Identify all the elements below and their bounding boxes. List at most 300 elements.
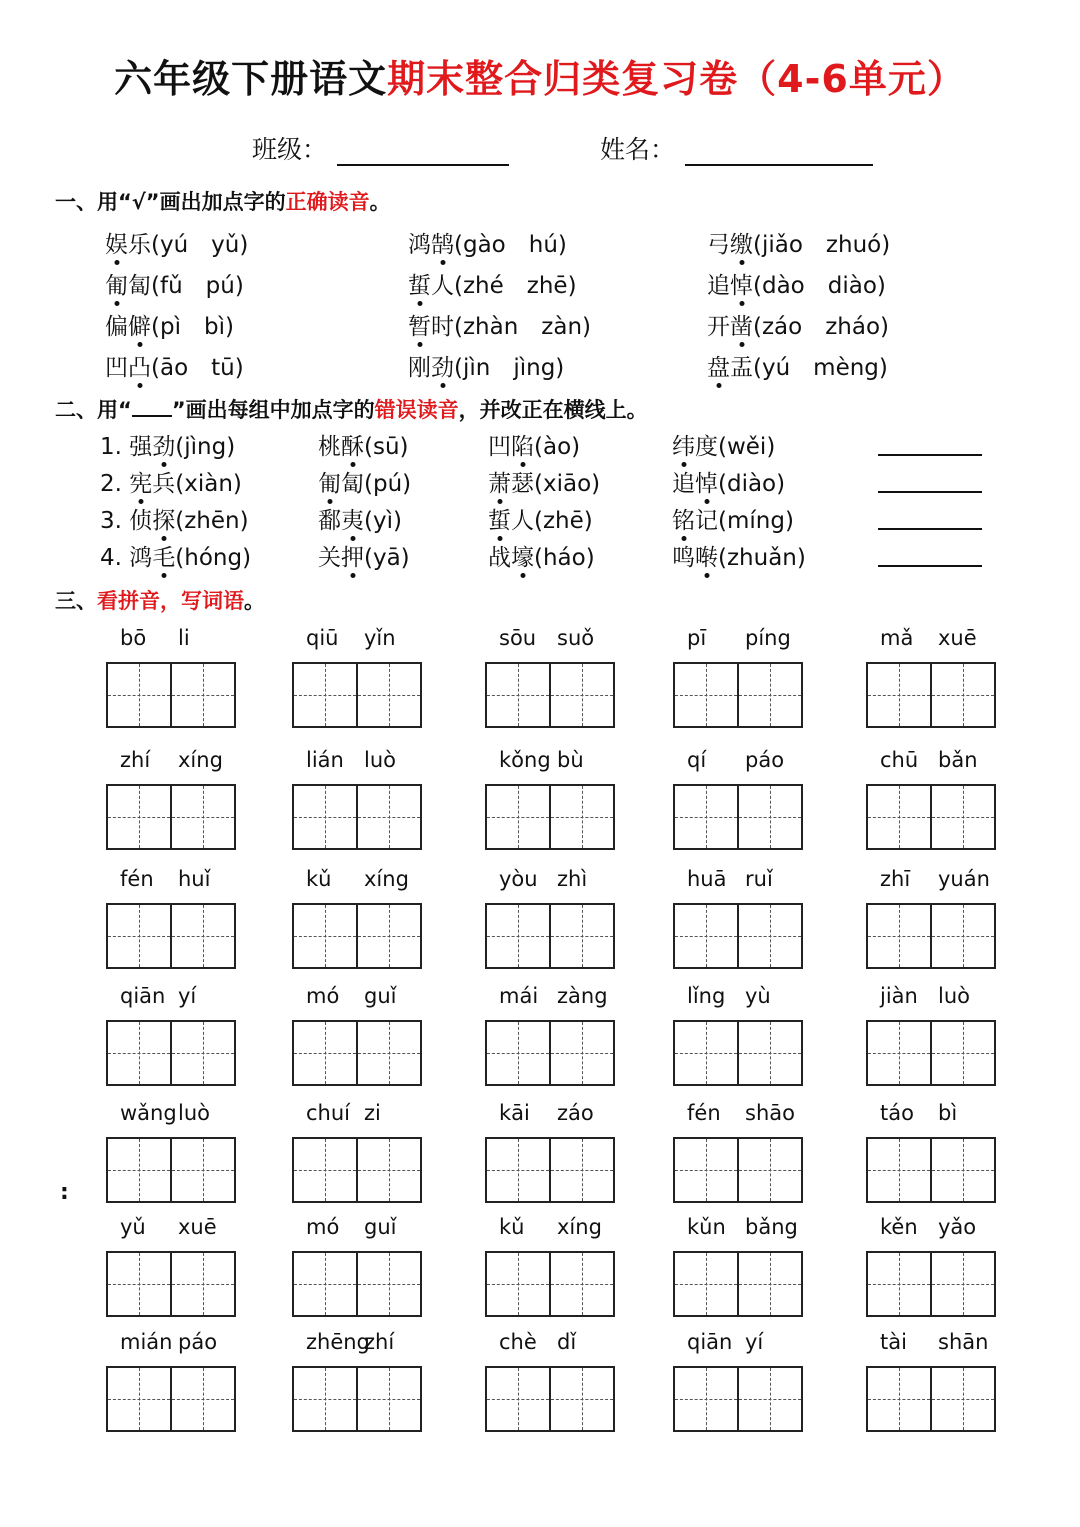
section-2-title-end: ，并改正在横线上。 xyxy=(458,398,648,422)
item-reading: 瑟(xiāo) xyxy=(511,471,601,497)
tianzige-cell[interactable] xyxy=(930,905,994,967)
tianzige-box[interactable] xyxy=(106,662,236,728)
dotted-char: 萧 xyxy=(488,465,511,498)
dotted-char: 宪 xyxy=(129,465,152,498)
correction-item xyxy=(672,428,775,461)
pinyin-syllable: mó xyxy=(306,984,340,1008)
tianzige-cell[interactable] xyxy=(356,1139,420,1201)
reading-item xyxy=(408,308,591,341)
item-reading: 时(zhàn zàn) xyxy=(431,314,592,340)
tianzige-box[interactable] xyxy=(866,1137,996,1203)
item-reading: (diào) xyxy=(718,471,786,497)
tianzige-cell[interactable] xyxy=(170,664,234,726)
pinyin-syllable: zhēng xyxy=(306,1330,370,1354)
item-reading: (gào hú) xyxy=(454,232,567,258)
tianzige-box[interactable] xyxy=(866,1251,996,1317)
tianzige-cell[interactable] xyxy=(549,905,613,967)
pinyin-syllable: yù xyxy=(745,984,771,1008)
item-reading: (jìng) xyxy=(175,434,236,460)
class-field[interactable] xyxy=(252,130,509,166)
pinyin-syllable: yí xyxy=(178,984,197,1008)
item-reading: (zhēn) xyxy=(175,508,249,534)
item-reading: (sū) xyxy=(364,434,409,460)
tianzige-cell[interactable] xyxy=(487,1139,549,1201)
dotted-char: 蜇 xyxy=(488,502,511,535)
answer-line[interactable] xyxy=(878,528,982,530)
correction-item xyxy=(318,428,409,461)
correction-item xyxy=(672,502,794,535)
item-reading: (záo zháo) xyxy=(753,314,890,340)
pinyin-syllable: yuán xyxy=(938,867,990,891)
reading-item xyxy=(707,349,888,382)
tianzige-cell[interactable] xyxy=(737,1022,801,1084)
tianzige-box[interactable] xyxy=(106,1137,236,1203)
tianzige-cell[interactable] xyxy=(294,905,356,967)
dotted-char: 悼 xyxy=(730,267,753,300)
correction-item xyxy=(318,502,402,535)
item-reading: 兵(xiàn) xyxy=(152,471,242,497)
item-reading: (jiǎo zhuó) xyxy=(753,232,891,258)
pinyin-syllable: kěn xyxy=(880,1215,918,1239)
underline-sample xyxy=(132,399,172,417)
pinyin-syllable: záo xyxy=(557,1101,594,1125)
tianzige-cell[interactable] xyxy=(170,1253,234,1315)
pinyin-syllable: xíng xyxy=(364,867,409,891)
tianzige-cell[interactable] xyxy=(549,1368,613,1430)
dotted-char: 鹄 xyxy=(431,226,454,259)
item-reading: (pì bì) xyxy=(151,314,234,340)
item-prefix: 2. xyxy=(100,471,130,497)
tianzige-cell[interactable] xyxy=(487,1022,549,1084)
pinyin-syllable: bì xyxy=(938,1101,958,1125)
pinyin-syllable: páo xyxy=(178,1330,218,1354)
pinyin-syllable: zhí xyxy=(364,1330,395,1354)
tianzige-box[interactable] xyxy=(292,1137,422,1203)
reading-item xyxy=(105,349,244,382)
item-prefix: 追 xyxy=(707,273,730,299)
pinyin-syllable: ruǐ xyxy=(745,867,773,891)
margin-mark: : xyxy=(60,1180,69,1205)
tianzige-cell[interactable] xyxy=(294,786,356,848)
tianzige-cell[interactable] xyxy=(737,786,801,848)
tianzige-cell[interactable] xyxy=(356,1368,420,1430)
tianzige-box[interactable] xyxy=(485,1366,615,1432)
pinyin-syllable: qiū xyxy=(306,626,339,650)
tianzige-cell[interactable] xyxy=(675,905,737,967)
item-prefix: 鄱 xyxy=(318,508,341,534)
pinyin-syllable: mǎ xyxy=(880,626,914,650)
item-prefix: 刚 xyxy=(408,355,431,381)
dotted-char: 铭 xyxy=(672,502,695,535)
pinyin-syllable: zàng xyxy=(557,984,608,1008)
tianzige-box[interactable] xyxy=(866,784,996,850)
item-prefix: 凹 xyxy=(105,355,128,381)
item-reading: 人(zhē) xyxy=(511,508,593,534)
pinyin-syllable: kǔn xyxy=(687,1215,726,1239)
section-2-title xyxy=(55,394,648,424)
item-reading: 匐(pú) xyxy=(341,471,412,497)
item-prefix: 鸣 xyxy=(672,545,695,571)
item-prefix: 战 xyxy=(488,545,511,571)
tianzige-cell[interactable] xyxy=(549,786,613,848)
tianzige-cell[interactable] xyxy=(675,1368,737,1430)
pinyin-syllable: guǐ xyxy=(364,1215,397,1239)
reading-item xyxy=(105,226,248,259)
tianzige-box[interactable] xyxy=(673,662,803,728)
pinyin-syllable: zhī xyxy=(880,867,911,891)
item-prefix: 弓 xyxy=(707,232,730,258)
pinyin-syllable: jiàn xyxy=(880,984,918,1008)
pinyin-syllable: tài xyxy=(880,1330,907,1354)
tianzige-cell[interactable] xyxy=(294,1368,356,1430)
pinyin-syllable: kǒng xyxy=(499,748,551,772)
item-reading: (háo) xyxy=(534,545,595,571)
dotted-char: 匍 xyxy=(318,465,341,498)
tianzige-cell[interactable] xyxy=(930,1253,994,1315)
dotted-char: 盘 xyxy=(707,349,730,382)
pinyin-syllable: li xyxy=(178,626,190,650)
tianzige-cell[interactable] xyxy=(487,905,549,967)
tianzige-cell[interactable] xyxy=(170,1139,234,1201)
pinyin-syllable: luò xyxy=(938,984,970,1008)
correction-item xyxy=(488,539,595,572)
tianzige-box[interactable] xyxy=(866,1020,996,1086)
item-reading: 度(wěi) xyxy=(695,434,776,460)
dotted-char: 凿 xyxy=(730,308,753,341)
section-2-title-highlight: 错误读音 xyxy=(374,398,459,422)
pinyin-syllable: bō xyxy=(120,626,147,650)
tianzige-box[interactable] xyxy=(292,1251,422,1317)
tianzige-box[interactable] xyxy=(866,1366,996,1432)
tianzige-cell[interactable] xyxy=(930,786,994,848)
section-1-title-end: 。 xyxy=(369,190,391,214)
pinyin-syllable: zhì xyxy=(557,867,588,891)
item-reading: 匐(fǔ pú) xyxy=(128,273,244,299)
tianzige-box[interactable] xyxy=(106,903,236,969)
pinyin-syllable: sōu xyxy=(499,626,537,650)
tianzige-cell[interactable] xyxy=(356,905,420,967)
tianzige-box[interactable] xyxy=(673,1020,803,1086)
tianzige-cell[interactable] xyxy=(356,786,420,848)
tianzige-box[interactable] xyxy=(673,784,803,850)
pinyin-syllable: chè xyxy=(499,1330,537,1354)
pinyin-syllable: mái xyxy=(499,984,539,1008)
section-3-title-text: 三、 xyxy=(55,589,97,613)
item-reading: (jìn jìng) xyxy=(454,355,565,381)
correction-item xyxy=(672,465,785,498)
dotted-char: 劲 xyxy=(431,349,454,382)
correction-item xyxy=(318,465,411,498)
tianzige-box[interactable] xyxy=(292,1020,422,1086)
correction-item xyxy=(488,428,580,461)
dotted-char: 壕 xyxy=(511,539,534,572)
tianzige-cell[interactable] xyxy=(868,905,930,967)
title-red: 期末整合归类复习卷（4-6单元） xyxy=(387,57,966,101)
dotted-char: 毛 xyxy=(152,539,175,572)
tianzige-cell[interactable] xyxy=(108,1368,170,1430)
dotted-char: 啭 xyxy=(695,539,718,572)
correction-item xyxy=(100,428,235,461)
tianzige-box[interactable] xyxy=(866,662,996,728)
tianzige-box[interactable] xyxy=(673,1366,803,1432)
pinyin-syllable: bǎn xyxy=(938,748,978,772)
dotted-char: 陷 xyxy=(511,428,534,461)
tianzige-box[interactable] xyxy=(106,784,236,850)
tianzige-cell[interactable] xyxy=(868,1022,930,1084)
pinyin-syllable: xuē xyxy=(938,626,977,650)
dotted-char: 酥 xyxy=(341,428,364,461)
tianzige-cell[interactable] xyxy=(108,664,170,726)
tianzige-cell[interactable] xyxy=(294,1022,356,1084)
reading-item xyxy=(105,308,234,341)
pinyin-syllable: xuē xyxy=(178,1215,217,1239)
dotted-char: 探 xyxy=(152,502,175,535)
pinyin-syllable: yǐn xyxy=(364,626,396,650)
reading-item xyxy=(707,308,889,341)
tianzige-cell[interactable] xyxy=(549,664,613,726)
tianzige-cell[interactable] xyxy=(294,1253,356,1315)
pinyin-syllable: luò xyxy=(364,748,396,772)
item-reading: (āo tū) xyxy=(151,355,244,381)
pinyin-syllable: qiān xyxy=(687,1330,733,1354)
pinyin-syllable: chuí xyxy=(306,1101,350,1125)
pinyin-syllable: huǐ xyxy=(178,867,211,891)
item-reading: 乐(yú yǔ) xyxy=(128,232,249,258)
dotted-char: 缴 xyxy=(730,226,753,259)
tianzige-box[interactable] xyxy=(106,1251,236,1317)
tianzige-cell[interactable] xyxy=(737,1139,801,1201)
tianzige-cell[interactable] xyxy=(294,1139,356,1201)
pinyin-syllable: táo xyxy=(880,1101,914,1125)
pinyin-syllable: shāo xyxy=(745,1101,795,1125)
answer-line[interactable] xyxy=(878,565,982,567)
pinyin-syllable: mián xyxy=(120,1330,173,1354)
tianzige-cell[interactable] xyxy=(170,905,234,967)
tianzige-cell[interactable] xyxy=(868,786,930,848)
correction-item xyxy=(100,502,249,535)
tianzige-box[interactable] xyxy=(292,662,422,728)
tianzige-cell[interactable] xyxy=(930,1022,994,1084)
answer-line[interactable] xyxy=(878,491,982,493)
tianzige-cell[interactable] xyxy=(487,786,549,848)
pinyin-syllable: kāi xyxy=(499,1101,530,1125)
section-2-title-text: 二、用“ xyxy=(55,398,132,422)
tianzige-cell[interactable] xyxy=(108,1253,170,1315)
tianzige-cell[interactable] xyxy=(930,1368,994,1430)
tianzige-cell[interactable] xyxy=(356,1253,420,1315)
pinyin-syllable: qí xyxy=(687,748,707,772)
pinyin-syllable: kǔ xyxy=(306,867,332,891)
pinyin-syllable: suǒ xyxy=(557,626,595,650)
tianzige-cell[interactable] xyxy=(170,786,234,848)
tianzige-cell[interactable] xyxy=(737,664,801,726)
item-reading: (dào diào) xyxy=(753,273,886,299)
section-3-title-end: 。 xyxy=(244,589,265,613)
pinyin-syllable: mó xyxy=(306,1215,340,1239)
pinyin-syllable: lǐng xyxy=(687,984,726,1008)
tianzige-cell[interactable] xyxy=(549,1139,613,1201)
correction-item xyxy=(100,465,242,498)
tianzige-cell[interactable] xyxy=(868,1139,930,1201)
reading-item xyxy=(707,226,890,259)
tianzige-box[interactable] xyxy=(292,784,422,850)
dotted-char: 僻 xyxy=(128,308,151,341)
tianzige-box[interactable] xyxy=(673,903,803,969)
tianzige-box[interactable] xyxy=(485,784,615,850)
dotted-char: 匍 xyxy=(105,267,128,300)
tianzige-cell[interactable] xyxy=(737,905,801,967)
pinyin-syllable: kǔ xyxy=(499,1215,525,1239)
name-blank-line[interactable] xyxy=(685,138,873,166)
reading-item xyxy=(408,267,577,300)
name-field[interactable] xyxy=(600,130,873,166)
tianzige-box[interactable] xyxy=(485,1137,615,1203)
tianzige-cell[interactable] xyxy=(675,1253,737,1315)
dotted-char: 悼 xyxy=(695,465,718,498)
tianzige-cell[interactable] xyxy=(294,664,356,726)
item-reading: 盂(yú mèng) xyxy=(730,355,888,381)
item-prefix: 追 xyxy=(672,471,695,497)
tianzige-cell[interactable] xyxy=(108,786,170,848)
reading-item xyxy=(707,267,886,300)
dotted-char: 暂 xyxy=(408,308,431,341)
tianzige-cell[interactable] xyxy=(356,664,420,726)
pinyin-syllable: xíng xyxy=(178,748,223,772)
tianzige-cell[interactable] xyxy=(170,1022,234,1084)
dotted-char: 劲 xyxy=(152,428,175,461)
item-reading: 记(míng) xyxy=(695,508,794,534)
title-black: 六年级下册语文 xyxy=(114,57,388,101)
tianzige-cell[interactable] xyxy=(675,664,737,726)
tianzige-cell[interactable] xyxy=(675,1022,737,1084)
pinyin-syllable: yǎo xyxy=(938,1215,977,1239)
tianzige-box[interactable] xyxy=(485,1251,615,1317)
class-label: 班级： xyxy=(252,135,328,164)
answer-line[interactable] xyxy=(878,454,982,456)
tianzige-box[interactable] xyxy=(485,903,615,969)
dotted-char: 夷 xyxy=(341,502,364,535)
tianzige-cell[interactable] xyxy=(108,905,170,967)
dotted-char: 纬 xyxy=(672,428,695,461)
pinyin-syllable: píng xyxy=(745,626,791,650)
class-blank-line[interactable] xyxy=(337,138,509,166)
item-reading: (ào) xyxy=(534,434,581,460)
section-3-title-highlight: 看拼音，写词语 xyxy=(97,589,244,613)
item-prefix: 开 xyxy=(707,314,730,340)
tianzige-cell[interactable] xyxy=(868,1368,930,1430)
tianzige-cell[interactable] xyxy=(487,1368,549,1430)
tianzige-cell[interactable] xyxy=(549,1253,613,1315)
pinyin-syllable: yǔ xyxy=(120,1215,146,1239)
tianzige-box[interactable] xyxy=(106,1366,236,1432)
item-prefix: 鸿 xyxy=(408,232,431,258)
tianzige-cell[interactable] xyxy=(675,786,737,848)
dotted-char: 娱 xyxy=(105,226,128,259)
tianzige-box[interactable] xyxy=(292,903,422,969)
reading-item xyxy=(408,226,567,259)
item-prefix: 4. 鸿 xyxy=(100,545,153,571)
item-prefix: 关 xyxy=(318,545,341,571)
pinyin-syllable: xíng xyxy=(557,1215,602,1239)
dotted-char: 押 xyxy=(341,539,364,572)
section-1-title-highlight: 正确读音 xyxy=(285,190,370,214)
correction-item xyxy=(318,539,410,572)
pinyin-syllable: zi xyxy=(364,1101,381,1125)
tianzige-cell[interactable] xyxy=(868,664,930,726)
pinyin-syllable: dǐ xyxy=(557,1330,577,1354)
pinyin-syllable: wǎng xyxy=(120,1101,177,1125)
pinyin-syllable: qiān xyxy=(120,984,166,1008)
reading-item xyxy=(408,349,564,382)
pinyin-syllable: yí xyxy=(745,1330,764,1354)
tianzige-cell[interactable] xyxy=(930,1139,994,1201)
pinyin-syllable: shān xyxy=(938,1330,989,1354)
item-prefix: 偏 xyxy=(105,314,128,340)
tianzige-box[interactable] xyxy=(673,1251,803,1317)
pinyin-syllable: chū xyxy=(880,748,919,772)
dotted-char: 蜇 xyxy=(408,267,431,300)
item-prefix: 1. 强 xyxy=(100,434,153,460)
pinyin-syllable: yòu xyxy=(499,867,538,891)
pinyin-syllable: huā xyxy=(687,867,727,891)
tianzige-cell[interactable] xyxy=(737,1253,801,1315)
tianzige-box[interactable] xyxy=(292,1366,422,1432)
tianzige-cell[interactable] xyxy=(108,1139,170,1201)
pinyin-syllable: guǐ xyxy=(364,984,397,1008)
item-reading: (zhuǎn) xyxy=(718,545,806,571)
tianzige-box[interactable] xyxy=(106,1020,236,1086)
pinyin-syllable: pī xyxy=(687,626,707,650)
item-reading: (yì) xyxy=(364,508,402,534)
tianzige-cell[interactable] xyxy=(170,1368,234,1430)
tianzige-cell[interactable] xyxy=(675,1139,737,1201)
tianzige-cell[interactable] xyxy=(356,1022,420,1084)
tianzige-box[interactable] xyxy=(673,1137,803,1203)
item-prefix: 凹 xyxy=(488,434,511,460)
pinyin-syllable: bǎng xyxy=(745,1215,798,1239)
pinyin-syllable: zhí xyxy=(120,748,151,772)
tianzige-cell[interactable] xyxy=(868,1253,930,1315)
pinyin-syllable: luò xyxy=(178,1101,210,1125)
correction-item xyxy=(100,539,251,572)
section-1-title-text: 一、用“√”画出加点字的 xyxy=(55,190,286,214)
tianzige-cell[interactable] xyxy=(487,664,549,726)
tianzige-cell[interactable] xyxy=(487,1253,549,1315)
pinyin-syllable: páo xyxy=(745,748,785,772)
tianzige-cell[interactable] xyxy=(930,664,994,726)
correction-item xyxy=(672,539,806,572)
tianzige-box[interactable] xyxy=(485,1020,615,1086)
tianzige-cell[interactable] xyxy=(549,1022,613,1084)
item-prefix: 桃 xyxy=(318,434,341,460)
pinyin-syllable: fén xyxy=(120,867,154,891)
item-reading: (yā) xyxy=(364,545,410,571)
tianzige-cell[interactable] xyxy=(737,1368,801,1430)
correction-item xyxy=(488,465,600,498)
pinyin-syllable: fén xyxy=(687,1101,721,1125)
item-reading: 人(zhé zhē) xyxy=(431,273,577,299)
section-3-title xyxy=(55,585,265,615)
pinyin-syllable: bù xyxy=(557,748,584,772)
pinyin-syllable: lián xyxy=(306,748,344,772)
tianzige-cell[interactable] xyxy=(108,1022,170,1084)
correction-item xyxy=(488,502,593,535)
reading-item xyxy=(105,267,244,300)
page-title xyxy=(0,48,1080,103)
tianzige-box[interactable] xyxy=(866,903,996,969)
tianzige-box[interactable] xyxy=(485,662,615,728)
dotted-char: 凸 xyxy=(128,349,151,382)
